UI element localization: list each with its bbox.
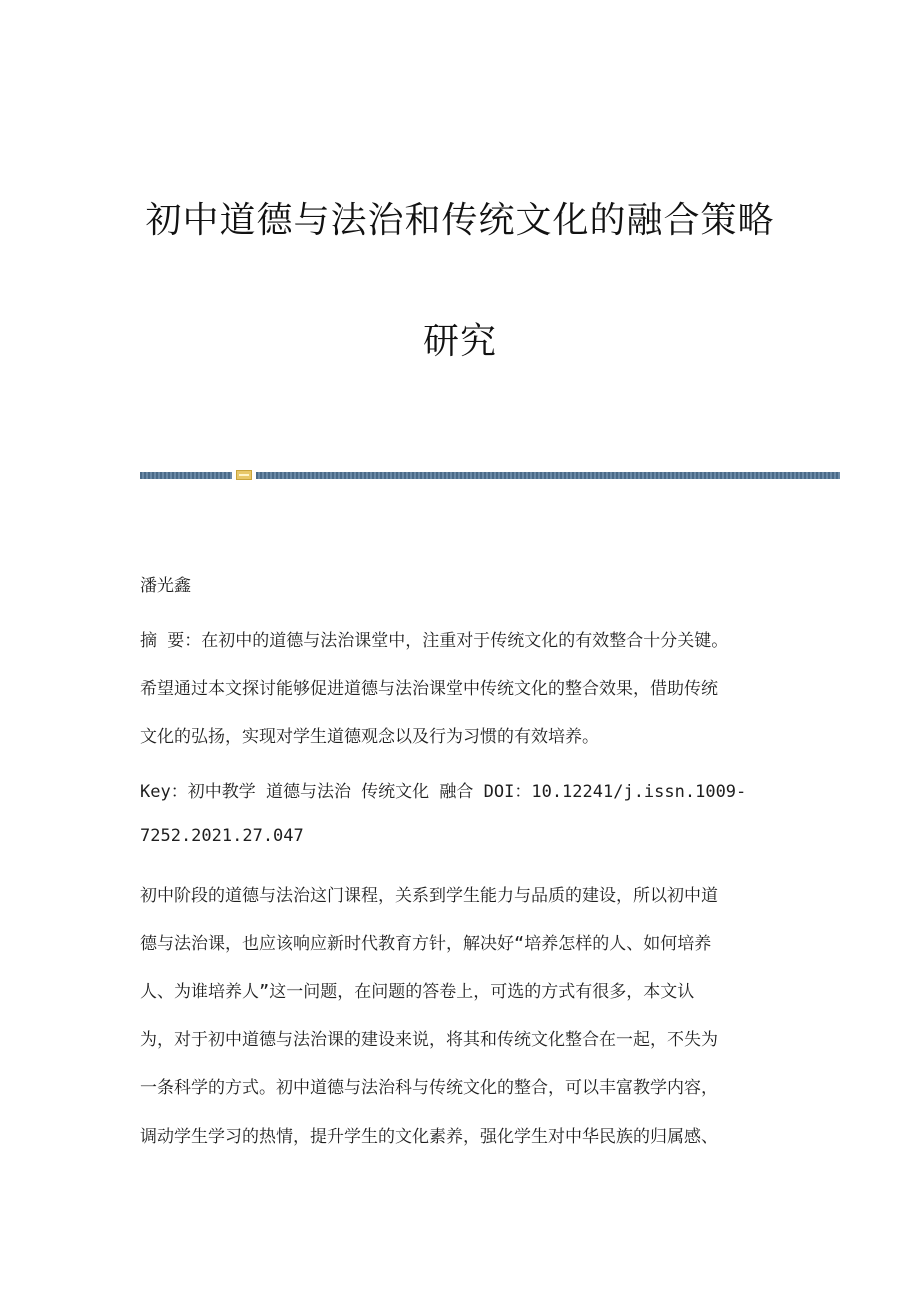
- decorative-divider: [140, 470, 840, 480]
- abstract-line: 文化的弘扬，实现对学生道德观念以及行为习惯的有效培养。: [140, 727, 599, 747]
- divider-ornament-icon: [236, 470, 252, 480]
- title-line-1: 初中道德与法治和传统文化的融合策略: [145, 200, 775, 241]
- body-line: 调动学生学习的热情，提升学生的文化素养，强化学生对中华民族的归属感、: [140, 1127, 718, 1147]
- body-line: 初中阶段的道德与法治这门课程，关系到学生能力与品质的建设，所以初中道: [140, 886, 718, 906]
- body-line: 德与法治课，也应该响应新时代教育方针，解决好“培养怎样的人、如何培养: [140, 934, 712, 954]
- body-line: 人、为谁培养人”这一问题，在问题的答卷上，可选的方式有很多，本文认: [140, 982, 695, 1002]
- body-line: 为，对于初中道德与法治课的建设来说，将其和传统文化整合在一起，不失为: [140, 1030, 718, 1050]
- title-line-2: 研究: [422, 321, 497, 362]
- keywords-line: Key：初中教学 道德与法治 传统文化 融合 DOI：10.12241/j.issn.1009-: [140, 782, 747, 802]
- abstract-line: 摘 要：在初中的道德与法治课堂中，注重对于传统文化的有效整合十分关键。: [140, 631, 729, 651]
- body-line: 一条科学的方式。初中道德与法治科与传统文化的整合，可以丰富教学内容，: [140, 1078, 718, 1098]
- author-name: 潘光鑫: [140, 576, 191, 596]
- abstract-line: 希望通过本文探讨能够促进道德与法治课堂中传统文化的整合效果，借助传统: [140, 679, 718, 699]
- divider-bar-left: [140, 472, 232, 479]
- keywords-line: 7252.2021.27.047: [140, 826, 304, 846]
- divider-bar-right: [256, 472, 840, 479]
